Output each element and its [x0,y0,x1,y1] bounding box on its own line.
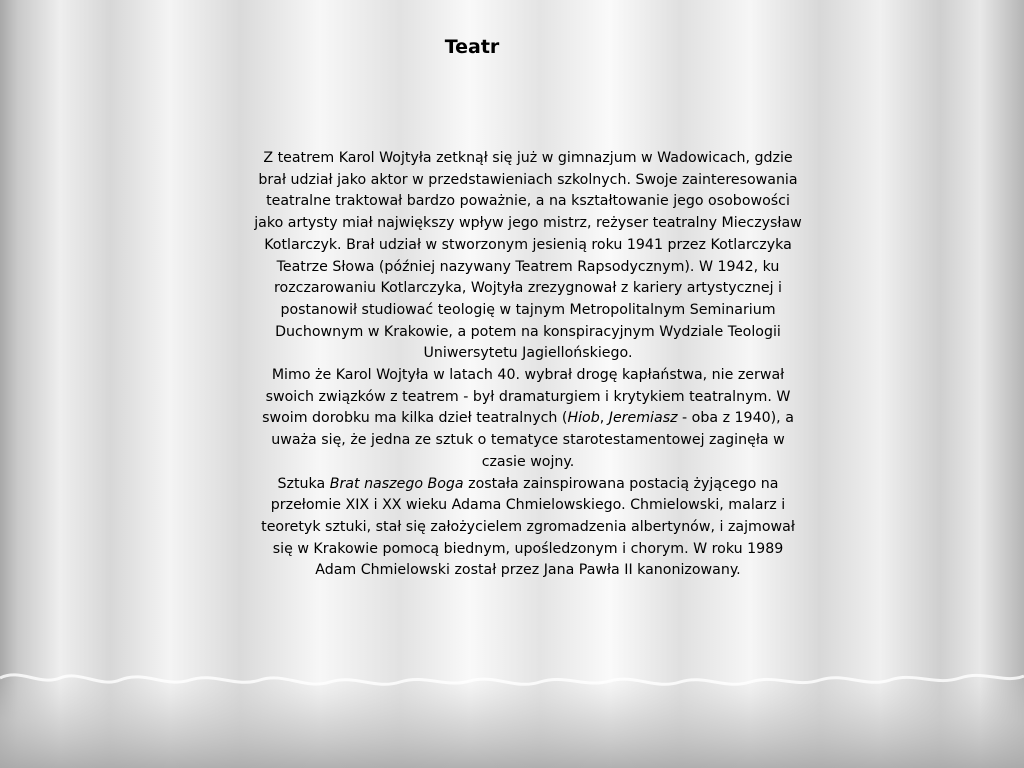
paragraph-dramaturgy-text-2: - oba z 1940), a uważa się, że jedna ze sztuk o tematyce starotestamentowej zaginęła w czasie wojny. [271,410,794,470]
paragraph-early-theatre: Z teatrem Karol Wojtyła zetknął się już w gimnazjum w Wadowicach, gdzie brał udział jako aktor w przedstawieniach szkolnych. Swoje zainteresowania teatralne traktował bardzo poważnie, a na kształtowanie jego osobowości jako artysty miał największy wpływ jego mistrz, reżyser teatralny Mieczysław Kotlarczyk. Brał udział w stworzonym jesienią roku 1941 przez Kotlarczyka Teatrze Słowa (później nazywany Teatrem Rapsodycznym). W 1942, ku rozczarowaniu Kotlarczyka, Wojtyła zrezygnował z kariery artystycznej i postanowił studiować teologię w tajnym Metropolitalnym Seminarium Duchownym w Krakowie, a potem na konspiracyjnym Wydziale Teologii Uniwersytetu Jagiellońskiego. [254,150,802,362]
work-title-jeremiasz: Jeremiasz [608,410,678,427]
work-title-hiob: Hiob [567,410,600,427]
paragraph-play-text-2: została zainspirowana postacią żyjącego na przełomie XIX i XX wieku Adama Chmielowskiego. Chmielowski, malarz i teoretyk sztuki, stał się założycielem zgromadzenia albertynów, i zajmował się w Krakowie pomocą biednym, upośledzonym i chorym. W roku 1989 Adam Chmielowski został przez Jana Pawła II kanonizowany. [261,475,795,579]
paragraph-dramaturgy-separator: , [599,410,609,427]
slide-body [252,148,804,582]
slide-title: Teatr [444,36,500,58]
work-title-brat-naszego-boga: Brat naszego Boga [329,475,464,492]
paragraph-dramaturgy-text-1: Mimo że Karol Wojtyła w latach 40. wybrał drogę kapłaństwa, nie zerwał swoich związków z teatrem - był dramaturgiem i krytykiem teatralnym. W swoim dorobku ma kilka dzieł teatralnych ( [262,367,791,427]
paragraph-play-text-1: Sztuka [277,475,330,492]
curtain-hem-decoration [0,668,1024,768]
paragraph-brat-naszego-boga [252,474,804,583]
paragraph-dramaturgy [252,365,804,474]
